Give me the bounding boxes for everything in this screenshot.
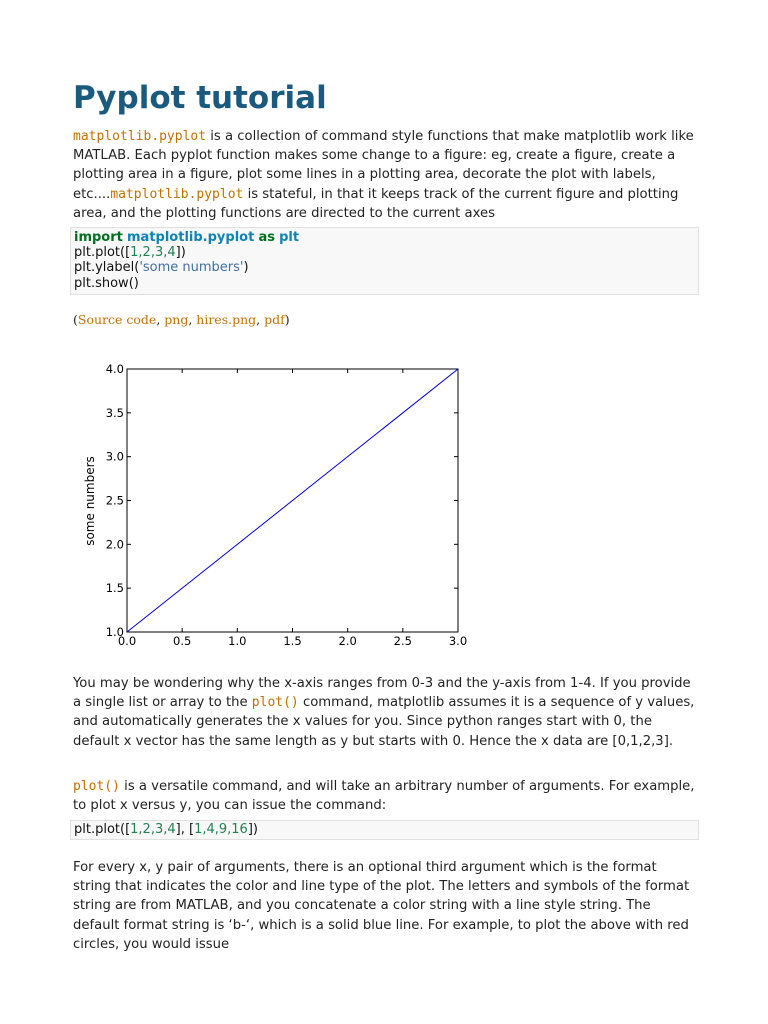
plot-code-ref[interactable]: plot() xyxy=(251,695,299,711)
code-string: 'some numbers' xyxy=(139,260,244,276)
code-line-1 xyxy=(71,230,698,245)
code-text: plt.ylabel( xyxy=(74,260,140,276)
paren-close: ) xyxy=(284,312,290,327)
x-tick-label: 2.0 xyxy=(338,634,357,648)
x-tick-label: 1.5 xyxy=(283,634,302,648)
keyword-import: import xyxy=(74,230,123,245)
code-line-4 xyxy=(71,276,698,291)
explanation-text-1: You may be wondering why the x-axis ranges from 0-3 and the y-axis from 1-4. If you provide a single list or array to the xyxy=(73,676,691,711)
y-tick-label: 1.5 xyxy=(105,581,124,596)
keyword-as: as xyxy=(258,230,275,245)
x-tick-label: 3.0 xyxy=(448,634,468,648)
separator: , xyxy=(188,312,197,327)
separator: , xyxy=(256,312,265,327)
code-text: ]) xyxy=(175,245,186,261)
code-block-2 xyxy=(70,820,699,840)
versatile-paragraph xyxy=(73,777,698,815)
y-tick-label: 4.0 xyxy=(105,362,124,376)
pdf-link[interactable]: pdf xyxy=(264,312,285,327)
code-text: plt.plot([ xyxy=(74,822,131,837)
code-text: ) xyxy=(243,260,249,276)
code-block-1 xyxy=(70,227,699,295)
y-tick-label: 3.0 xyxy=(105,449,124,464)
y-axis-label: some numbers xyxy=(83,456,97,546)
page-title: Pyplot tutorial xyxy=(73,80,327,116)
code-text: ], [ xyxy=(175,822,195,837)
y-tick-label: 1.0 xyxy=(105,625,124,639)
format-string-paragraph xyxy=(73,858,698,954)
line-chart xyxy=(70,355,480,655)
source-links xyxy=(73,312,290,327)
separator: , xyxy=(156,312,165,327)
x-tick-label: 0.0 xyxy=(117,634,137,648)
y-tick-label: 2.0 xyxy=(105,537,124,552)
y-tick-label: 3.5 xyxy=(105,405,124,420)
format-string-text: For every x, y pair of arguments, there is an optional third argument which is the format string that indicates the color and line type of the plot. The letters and symbols of the format string are from MATLAB, and you concatenate a color string with a line style string. The default format string is ‘b-‘, which is a solid blue line. For example, to plot the above with red circles, you would issue xyxy=(73,860,690,952)
module-name: matplotlib.pyplot xyxy=(127,230,255,245)
code-line-2 xyxy=(71,245,698,260)
code-numbers: 1,4,9,16 xyxy=(194,822,248,837)
intro-text-1: is a collection of command style functions that make matplotlib work like MATLAB. Each pyplot function makes some change to a figure: eg, create a figure, create a plotting area in a figure, plot some lines in a plotting area, decorate the plot with labels, etc.... xyxy=(73,129,694,202)
versatile-text: is a versatile command, and will take an arbitrary number of arguments. For example, to plot x versus y, you can issue the command: xyxy=(73,779,695,814)
hires-png-link[interactable]: hires.png xyxy=(196,312,257,327)
y-tick-label: 2.5 xyxy=(105,493,124,508)
code-numbers: 1,2,3,4 xyxy=(130,822,176,837)
x-tick-label: 1.0 xyxy=(228,634,247,648)
png-link[interactable]: png xyxy=(164,312,189,327)
module-name-code[interactable]: matplotlib.pyplot xyxy=(73,129,207,144)
intro-text-2: is stateful, in that it keeps track of the current figure and plotting area, and the plotting functions are directed to the current axes xyxy=(73,186,679,221)
explanation-text-2: command, matplotlib assumes it is a sequence of y values, and automatically generates the x values for you. Since python ranges start with 0, the default x vector has the same length as y but starts with 0. Hence the x data are [0,1,2,3]. xyxy=(73,695,695,749)
code-text: ]) xyxy=(247,822,258,837)
paren-open: ( xyxy=(73,312,78,327)
plot-code-ref-2[interactable]: plot() xyxy=(73,779,120,794)
code-line-3 xyxy=(71,260,698,275)
module-alias: plt xyxy=(279,230,300,245)
code-text: plt.plot([ xyxy=(74,245,131,261)
intro-paragraph xyxy=(73,127,698,223)
module-name-code-2[interactable]: matplotlib.pyplot xyxy=(110,186,244,202)
code-text: plt.show() xyxy=(74,275,139,291)
code-line xyxy=(71,822,698,837)
x-tick-label: 2.5 xyxy=(393,634,412,648)
explanation-paragraph xyxy=(73,674,698,751)
source-code-link[interactable]: Source code xyxy=(77,312,157,327)
x-tick-label: 0.5 xyxy=(173,634,192,648)
code-numbers: 1,2,3,4 xyxy=(130,245,176,261)
